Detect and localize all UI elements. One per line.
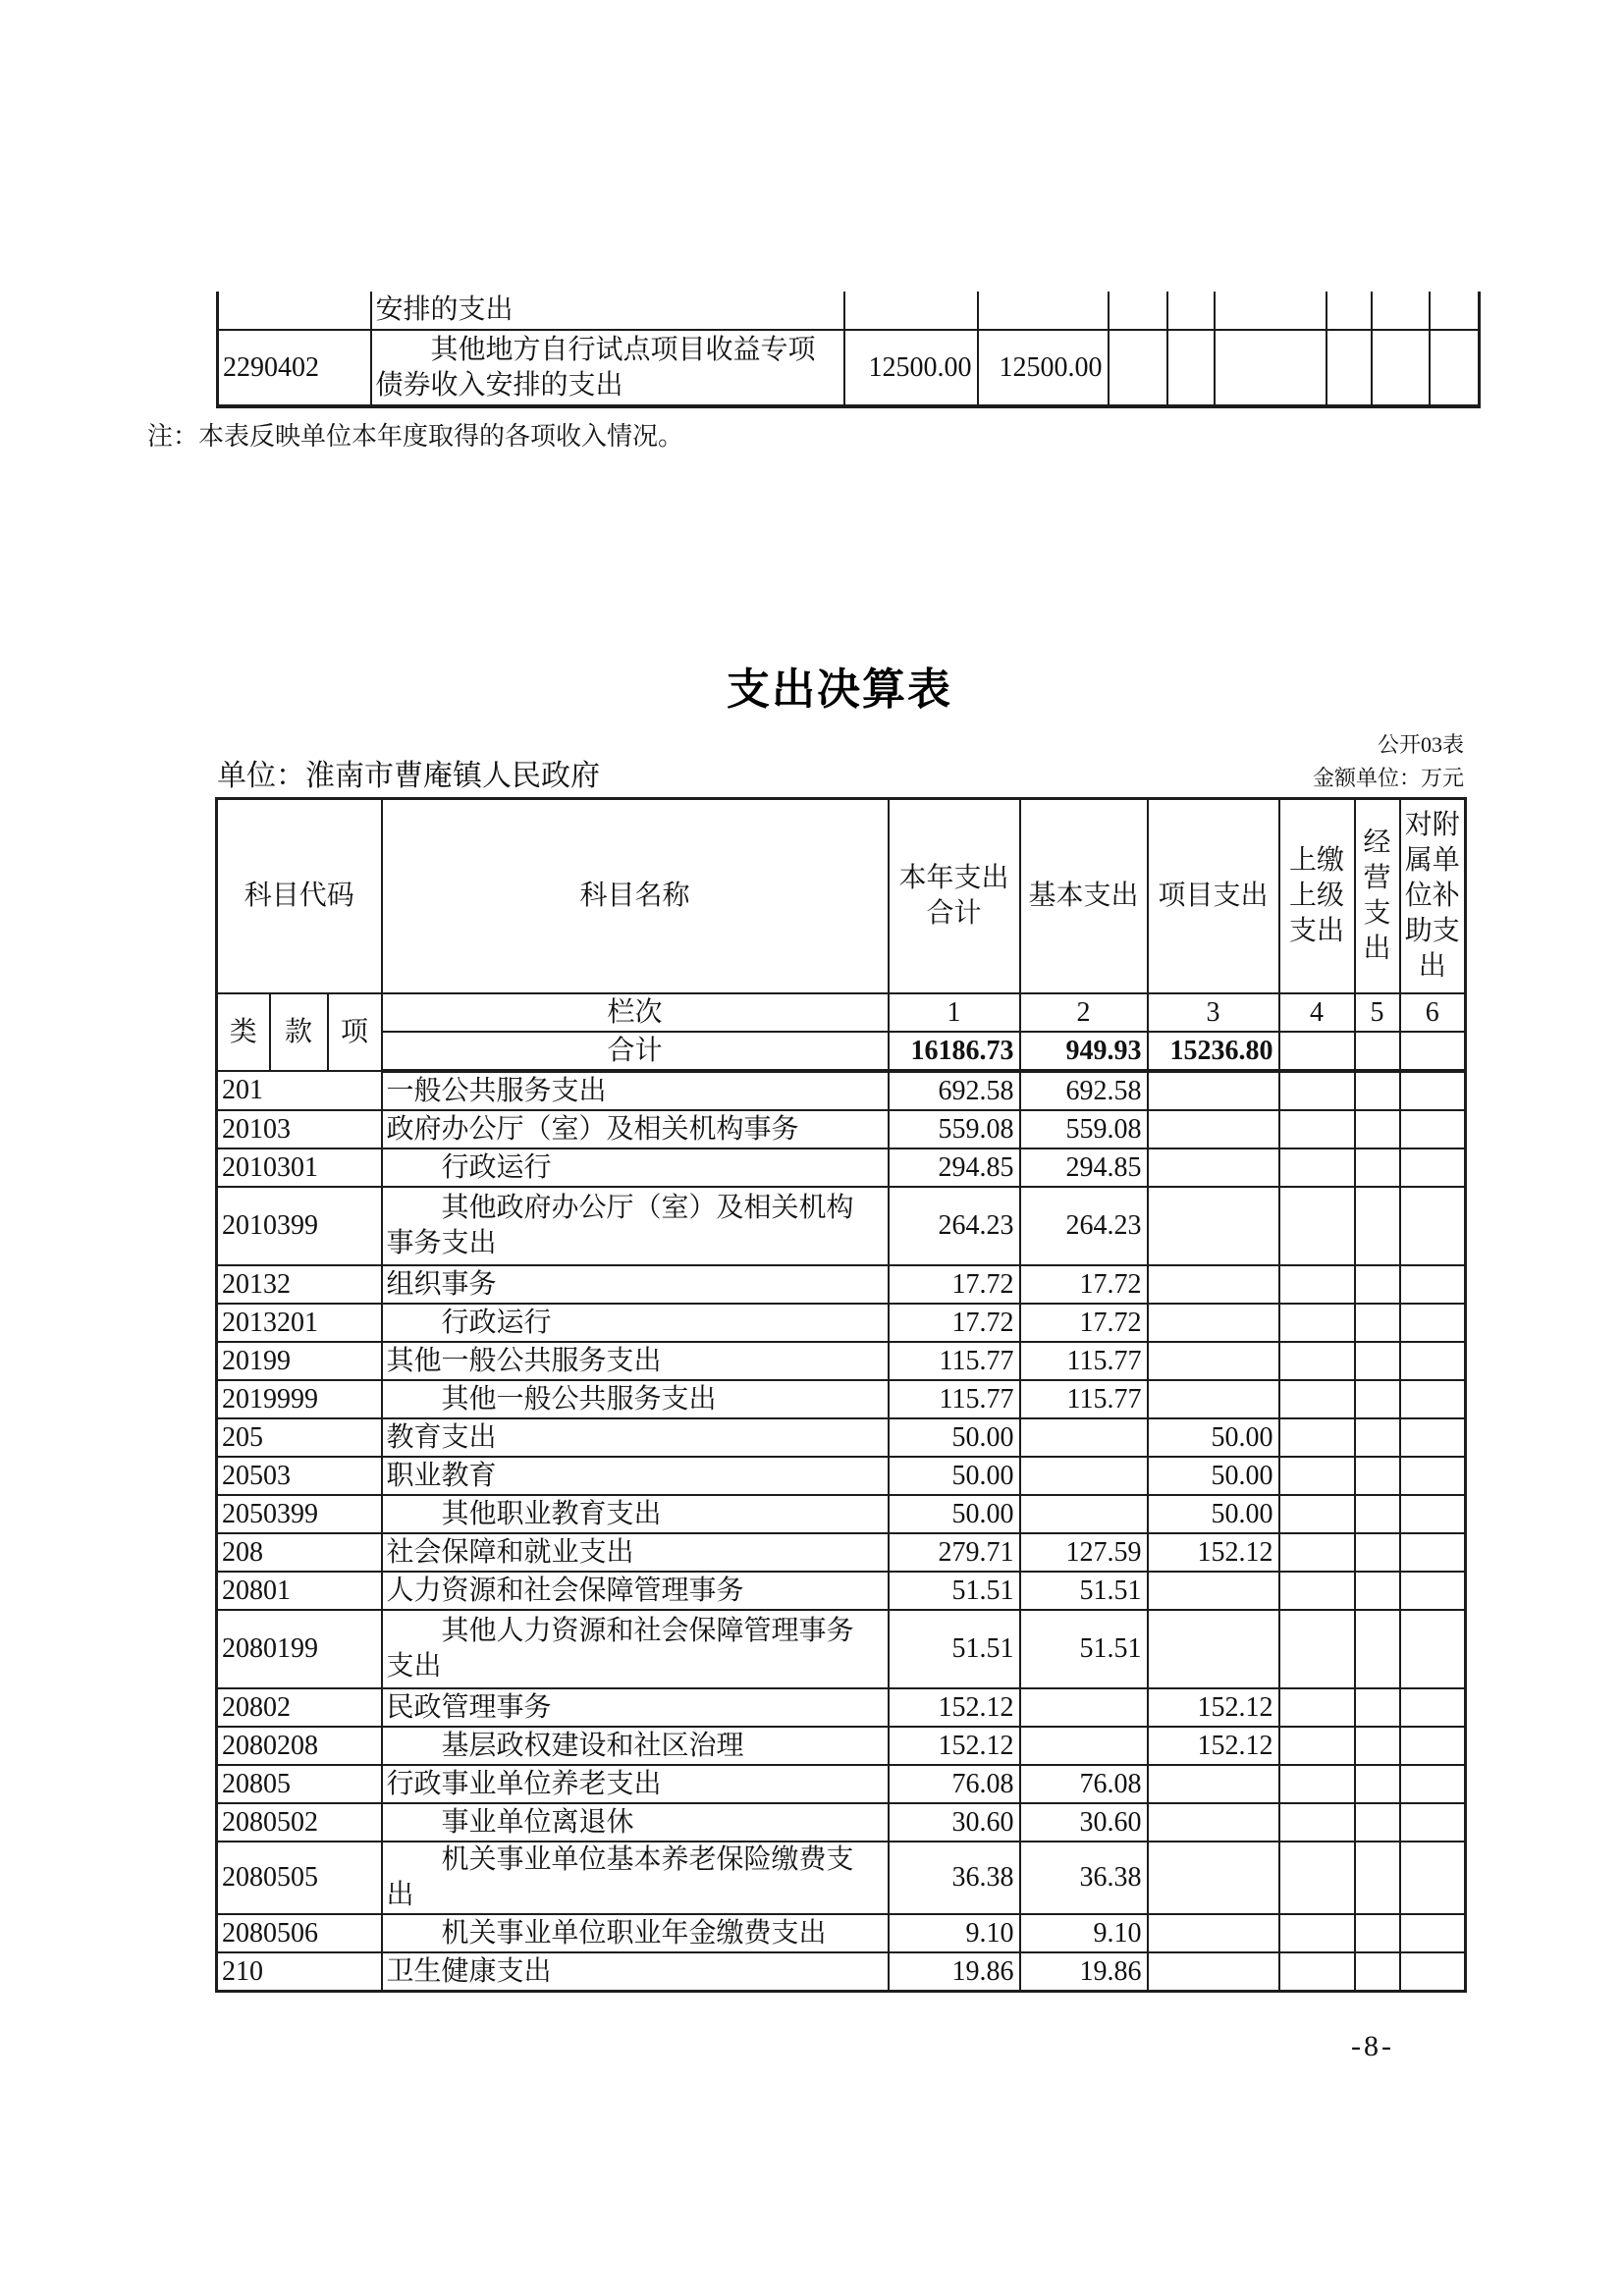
cell-value: 17.72: [889, 1265, 1020, 1304]
cell-value: [1148, 1610, 1279, 1688]
cell-code: 208: [217, 1533, 382, 1572]
cell-value: [1372, 330, 1430, 406]
lanci-row: [217, 993, 1466, 1032]
cell-code: 2080208: [217, 1727, 382, 1765]
cell-code: 20805: [217, 1765, 382, 1803]
cell-value: [1279, 1187, 1355, 1265]
cell-code: 201: [217, 1071, 382, 1110]
column-number: 4: [1279, 993, 1355, 1032]
total-label: 合计: [382, 1032, 889, 1071]
cell-value: [1355, 1765, 1400, 1803]
total-value: [1400, 1032, 1466, 1071]
cell-value: 127.59: [1020, 1533, 1148, 1572]
cell-value: [1109, 330, 1167, 406]
cell-value: [1400, 1110, 1466, 1148]
expense-row: [217, 1187, 1466, 1265]
cell-name: 机关事业单位基本养老保险缴费支出: [382, 1842, 889, 1914]
cell-value: 17.72: [1020, 1265, 1148, 1304]
cell-value: 9.10: [889, 1914, 1020, 1952]
income-table-note: 注：本表反映单位本年度取得的各项收入情况。: [147, 421, 684, 451]
cell-value: [1279, 1380, 1355, 1418]
expense-row: [217, 1495, 1466, 1533]
cell-value: [1430, 330, 1480, 406]
page-title: 支出决算表: [727, 666, 952, 714]
cell-value: [1355, 1727, 1400, 1765]
cell-name: 其他人力资源和社会保障管理事务支出: [382, 1610, 889, 1688]
cell-value: [1279, 1265, 1355, 1304]
column-number: 6: [1400, 993, 1466, 1032]
cell-code: 20103: [217, 1110, 382, 1148]
cell-value: [1400, 1610, 1466, 1688]
cell-value: [1279, 1765, 1355, 1803]
cell-value: [1400, 1187, 1466, 1265]
cell-value: [1279, 1842, 1355, 1914]
cell-code: 20199: [217, 1342, 382, 1380]
unit-name: 淮南市曹庵镇人民政府: [305, 760, 600, 792]
header-value-col: 经营支出: [1355, 799, 1400, 994]
cell-value: 36.38: [889, 1842, 1020, 1914]
cell-value: [1215, 330, 1326, 406]
cell-value: 50.00: [1148, 1495, 1279, 1533]
expense-row: [217, 1688, 1466, 1727]
cell-value: [1148, 1842, 1279, 1914]
cell-value: [1355, 1610, 1400, 1688]
cell-name: 人力资源和社会保障管理事务: [382, 1572, 889, 1610]
cell-value: [1279, 1803, 1355, 1842]
cell-value: [1279, 1110, 1355, 1148]
expense-row: [217, 1418, 1466, 1457]
expense-row: [217, 1380, 1466, 1418]
cell-value: [1020, 1457, 1148, 1495]
cell-value: [1326, 292, 1372, 330]
expense-row: [217, 1148, 1466, 1187]
cell-value: 36.38: [1020, 1842, 1148, 1914]
cell-value: [1355, 1533, 1400, 1572]
header-value-col: 基本支出: [1020, 799, 1148, 994]
cell-code: 20802: [217, 1688, 382, 1727]
expense-row: [217, 1727, 1466, 1765]
cell-value: [1400, 1688, 1466, 1727]
cell-value: 152.12: [1148, 1688, 1279, 1727]
cell-value: 294.85: [889, 1148, 1020, 1187]
column-number: 3: [1148, 993, 1279, 1032]
cell-name: 其他一般公共服务支出: [382, 1342, 889, 1380]
cell-value: [1279, 1533, 1355, 1572]
unit-name-line: [217, 751, 600, 794]
cell-value: [1148, 1265, 1279, 1304]
cell-name: 职业教育: [382, 1457, 889, 1495]
cell-value: [1167, 292, 1215, 330]
income-row: [218, 330, 1480, 406]
expense-row: [217, 1071, 1466, 1110]
cell-value: 50.00: [1148, 1457, 1279, 1495]
cell-code: 20132: [217, 1265, 382, 1304]
cell-code: 2080199: [217, 1610, 382, 1688]
cell-value: [1355, 1418, 1400, 1457]
cell-value: [1400, 1380, 1466, 1418]
cell-value: [1355, 1914, 1400, 1952]
header-row: [217, 799, 1466, 994]
cell-value: [1400, 1495, 1466, 1533]
cell-value: [1355, 1304, 1400, 1342]
cell-value: 264.23: [889, 1187, 1020, 1265]
cell-code: 2290402: [218, 330, 371, 406]
total-value: [1355, 1032, 1400, 1071]
cell-value: [1400, 1727, 1466, 1765]
cell-value: 115.77: [1020, 1380, 1148, 1418]
expense-row: [217, 1533, 1466, 1572]
column-number: 5: [1355, 993, 1400, 1032]
cell-value: 115.77: [889, 1342, 1020, 1380]
cell-value: [1148, 1071, 1279, 1110]
cell-value: 279.71: [889, 1533, 1020, 1572]
cell-value: 19.86: [889, 1952, 1020, 1992]
lanci-label: 栏次: [382, 993, 889, 1032]
expense-row: [217, 1110, 1466, 1148]
header-sub-kuan: 款: [270, 993, 328, 1071]
cell-value: 30.60: [889, 1803, 1020, 1842]
cell-name: 民政管理事务: [382, 1688, 889, 1727]
cell-value: [1020, 1727, 1148, 1765]
cell-code: 2013201: [217, 1304, 382, 1342]
cell-value: [1355, 1148, 1400, 1187]
cell-value: [1279, 1071, 1355, 1110]
header-value-col: 本年支出合计: [889, 799, 1020, 994]
cell-name: 其他地方自行试点项目收益专项债券收入安排的支出: [371, 330, 844, 406]
unit-label: 单位：: [217, 760, 305, 792]
cell-code: 2010399: [217, 1187, 382, 1265]
cell-value: [1279, 1688, 1355, 1727]
cell-value: [1355, 1380, 1400, 1418]
cell-value: 115.77: [889, 1380, 1020, 1418]
cell-value: [1279, 1457, 1355, 1495]
cell-value: [1148, 1304, 1279, 1342]
cell-value: [1279, 1304, 1355, 1342]
cell-value: [1400, 1457, 1466, 1495]
cell-value: [1430, 292, 1480, 330]
cell-value: [1148, 1914, 1279, 1952]
cell-value: 9.10: [1020, 1914, 1148, 1952]
cell-name: 行政运行: [382, 1148, 889, 1187]
header-name: 科目名称: [382, 799, 889, 994]
cell-value: [1400, 1572, 1466, 1610]
header-sub-xiang: 项: [328, 993, 382, 1071]
expense-row: [217, 1304, 1466, 1342]
cell-value: [1279, 1572, 1355, 1610]
cell-value: [1400, 1148, 1466, 1187]
cell-value: 294.85: [1020, 1148, 1148, 1187]
cell-value: [1355, 1457, 1400, 1495]
cell-name: 其他职业教育支出: [382, 1495, 889, 1533]
cell-name: 一般公共服务支出: [382, 1071, 889, 1110]
cell-value: [1400, 1304, 1466, 1342]
cell-value: [1355, 1265, 1400, 1304]
header-value-col: 项目支出: [1148, 799, 1279, 994]
cell-code: 2080502: [217, 1803, 382, 1842]
cell-value: [1148, 1952, 1279, 1992]
cell-value: [1355, 1187, 1400, 1265]
cell-value: [1279, 1148, 1355, 1187]
cell-name: 安排的支出: [371, 292, 844, 330]
cell-value: 115.77: [1020, 1342, 1148, 1380]
cell-value: 19.86: [1020, 1952, 1148, 1992]
cell-code: [218, 292, 371, 330]
cell-value: [1400, 1533, 1466, 1572]
income-table-fragment: [216, 292, 1481, 408]
cell-name: 卫生健康支出: [382, 1952, 889, 1992]
cell-name: 事业单位离退休: [382, 1803, 889, 1842]
cell-value: [1355, 1688, 1400, 1727]
cell-value: [1400, 1765, 1466, 1803]
expense-row: [217, 1265, 1466, 1304]
cell-value: 51.51: [1020, 1610, 1148, 1688]
cell-value: 76.08: [889, 1765, 1020, 1803]
cell-name: 政府办公厅（室）及相关机构事务: [382, 1110, 889, 1148]
income-partial-row: [218, 292, 1480, 330]
expense-row: [217, 1610, 1466, 1688]
cell-code: 2010301: [217, 1148, 382, 1187]
total-value: [1279, 1032, 1355, 1071]
cell-value: [1148, 1187, 1279, 1265]
expense-row: [217, 1457, 1466, 1495]
cell-value: 152.12: [1148, 1727, 1279, 1765]
cell-value: 559.08: [889, 1110, 1020, 1148]
cell-value: 17.72: [1020, 1304, 1148, 1342]
cell-value: [1355, 1110, 1400, 1148]
expense-row: [217, 1342, 1466, 1380]
cell-code: 210: [217, 1952, 382, 1992]
expense-row: [217, 1842, 1466, 1914]
cell-value: [1020, 1688, 1148, 1727]
cell-code: 2019999: [217, 1380, 382, 1418]
cell-value: 692.58: [1020, 1071, 1148, 1110]
cell-value: [1355, 1495, 1400, 1533]
cell-value: [1355, 1952, 1400, 1992]
cell-value: 51.51: [889, 1572, 1020, 1610]
cell-code: 2080506: [217, 1914, 382, 1952]
cell-value: [1148, 1572, 1279, 1610]
cell-value: 152.12: [889, 1727, 1020, 1765]
cell-value: [1279, 1610, 1355, 1688]
cell-value: 152.12: [889, 1688, 1020, 1727]
cell-value: [1400, 1342, 1466, 1380]
cell-name: 基层政权建设和社区治理: [382, 1727, 889, 1765]
cell-name: 其他政府办公厅（室）及相关机构事务支出: [382, 1187, 889, 1265]
cell-value: [1400, 1914, 1466, 1952]
cell-name: 行政事业单位养老支出: [382, 1765, 889, 1803]
unit-row: [217, 749, 1464, 794]
cell-name: 组织事务: [382, 1265, 889, 1304]
cell-value: [1400, 1952, 1466, 1992]
cell-name: 机关事业单位职业年金缴费支出: [382, 1914, 889, 1952]
cell-value: [1355, 1842, 1400, 1914]
cell-value: [1355, 1572, 1400, 1610]
cell-code: 20801: [217, 1572, 382, 1610]
cell-name: 其他一般公共服务支出: [382, 1380, 889, 1418]
column-number: 2: [1020, 993, 1148, 1032]
cell-value: [1400, 1265, 1466, 1304]
cell-name: 行政运行: [382, 1304, 889, 1342]
cell-value: 30.60: [1020, 1803, 1148, 1842]
cell-value: [1020, 1495, 1148, 1533]
cell-value: 51.51: [1020, 1572, 1148, 1610]
cell-code: 205: [217, 1418, 382, 1457]
total-row: [217, 1032, 1466, 1071]
cell-value: 559.08: [1020, 1110, 1148, 1148]
total-value: 15236.80: [1148, 1032, 1279, 1071]
cell-value: [1148, 1342, 1279, 1380]
cell-value: [1279, 1914, 1355, 1952]
cell-value: [1215, 292, 1326, 330]
cell-value: [1279, 1495, 1355, 1533]
cell-value: [1355, 1071, 1400, 1110]
cell-value: 50.00: [889, 1495, 1020, 1533]
expense-row: [217, 1803, 1466, 1842]
expense-row: [217, 1952, 1466, 1992]
cell-value: [1148, 1765, 1279, 1803]
cell-value: [1355, 1342, 1400, 1380]
cell-code: 2050399: [217, 1495, 382, 1533]
expense-row: [217, 1914, 1466, 1952]
cell-name: 社会保障和就业支出: [382, 1533, 889, 1572]
table-code-label: 公开03表: [1377, 732, 1464, 757]
expense-table-header-body: [217, 799, 1466, 1072]
cell-value: 152.12: [1148, 1533, 1279, 1572]
header-value-col: 对附属单位补助支出: [1400, 799, 1466, 994]
cell-value: [1400, 1418, 1466, 1457]
cell-value: 50.00: [889, 1418, 1020, 1457]
cell-value: [978, 292, 1109, 330]
cell-value: 76.08: [1020, 1765, 1148, 1803]
total-value: 16186.73: [889, 1032, 1020, 1071]
cell-value: [1279, 1727, 1355, 1765]
cell-name: 教育支出: [382, 1418, 889, 1457]
cell-value: [1148, 1380, 1279, 1418]
column-number: 1: [889, 993, 1020, 1032]
cell-value: [1400, 1803, 1466, 1842]
amount-unit-label: 金额单位：万元: [1312, 766, 1464, 790]
cell-value: 50.00: [889, 1457, 1020, 1495]
total-value: 949.93: [1020, 1032, 1148, 1071]
header-value-col: 上缴上级支出: [1279, 799, 1355, 994]
header-code: 科目代码: [217, 799, 382, 994]
cell-code: 2080505: [217, 1842, 382, 1914]
cell-value: [1400, 1842, 1466, 1914]
cell-value: [1020, 1418, 1148, 1457]
cell-code: 20503: [217, 1457, 382, 1495]
cell-value: 264.23: [1020, 1187, 1148, 1265]
cell-value: [1279, 1952, 1355, 1992]
cell-value: [1148, 1803, 1279, 1842]
cell-value: [1355, 1803, 1400, 1842]
expense-table-body: [217, 1071, 1466, 1992]
cell-value: [1148, 1148, 1279, 1187]
cell-value: [1167, 330, 1215, 406]
cell-value: [1400, 1071, 1466, 1110]
cell-value: [1109, 292, 1167, 330]
cell-value: 12500.00: [844, 330, 978, 406]
expense-row: [217, 1765, 1466, 1803]
expense-table: [215, 797, 1467, 1993]
cell-value: [1279, 1418, 1355, 1457]
cell-value: [1279, 1342, 1355, 1380]
cell-value: 17.72: [889, 1304, 1020, 1342]
cell-value: 50.00: [1148, 1418, 1279, 1457]
header-sub-lei: 类: [217, 993, 270, 1071]
cell-value: 51.51: [889, 1610, 1020, 1688]
page-number: -8-: [1351, 2030, 1394, 2062]
cell-value: 692.58: [889, 1071, 1020, 1110]
cell-value: [1148, 1110, 1279, 1148]
cell-value: 12500.00: [978, 330, 1109, 406]
cell-value: [844, 292, 978, 330]
cell-value: [1372, 292, 1430, 330]
expense-row: [217, 1572, 1466, 1610]
cell-value: [1326, 330, 1372, 406]
